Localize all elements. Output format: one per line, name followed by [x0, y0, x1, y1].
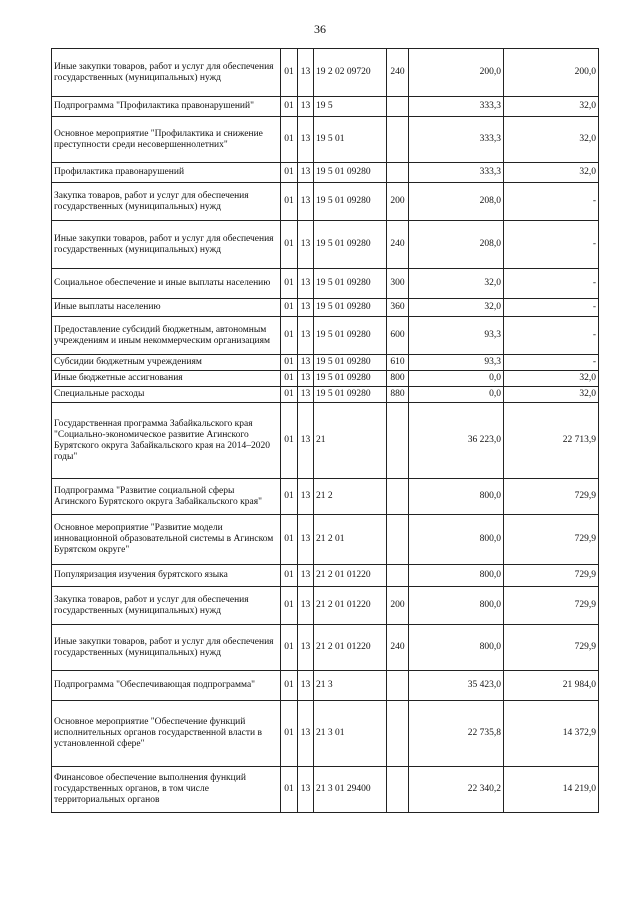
- row-pr: 13: [298, 49, 314, 97]
- row-vr: 240: [387, 625, 409, 671]
- row-vr: 800: [387, 371, 409, 387]
- row-rz: 01: [281, 625, 298, 671]
- row-sum-2: -: [504, 355, 599, 371]
- row-name: Закупка товаров, работ и услуг для обеспечения государственных (муниципальных) нужд: [52, 587, 281, 625]
- row-sum-2: 729,9: [504, 587, 599, 625]
- row-pr: 13: [298, 97, 314, 117]
- row-pr: 13: [298, 767, 314, 813]
- table-row: [52, 221, 599, 269]
- row-csr: 19 5 01 09280: [314, 355, 387, 371]
- row-sum-1: 93,3: [409, 317, 504, 355]
- row-rz: 01: [281, 403, 298, 479]
- row-sum-1: 200,0: [409, 49, 504, 97]
- row-csr: 19 5 01 09280: [314, 371, 387, 387]
- row-csr: 19 5 01 09280: [314, 387, 387, 403]
- row-sum-1: 22 735,8: [409, 701, 504, 767]
- row-csr: 19 5 01 09280: [314, 269, 387, 299]
- row-vr: [387, 97, 409, 117]
- row-sum-2: 32,0: [504, 163, 599, 183]
- row-vr: [387, 701, 409, 767]
- table-row: [52, 403, 599, 479]
- row-name: Иные закупки товаров, работ и услуг для обеспечения государственных (муниципальных) нужд: [52, 49, 281, 97]
- budget-table: [51, 48, 599, 813]
- row-sum-1: 800,0: [409, 515, 504, 565]
- table-row: [52, 183, 599, 221]
- row-csr: 21 2 01 01220: [314, 587, 387, 625]
- row-sum-2: 32,0: [504, 387, 599, 403]
- row-name: Предоставление субсидий бюджетным, автономным учреждениям и иным некоммерческим организациям: [52, 317, 281, 355]
- budget-table-body: [52, 49, 599, 813]
- row-vr: 240: [387, 49, 409, 97]
- row-name: Закупка товаров, работ и услуг для обеспечения государственных (муниципальных) нужд: [52, 183, 281, 221]
- row-sum-2: -: [504, 183, 599, 221]
- row-vr: 600: [387, 317, 409, 355]
- row-pr: 13: [298, 317, 314, 355]
- row-vr: [387, 515, 409, 565]
- row-vr: [387, 117, 409, 163]
- table-row: [52, 565, 599, 587]
- row-name: Иные выплаты населению: [52, 299, 281, 317]
- table-row: [52, 671, 599, 701]
- row-vr: 200: [387, 587, 409, 625]
- row-csr: 19 5 01 09280: [314, 221, 387, 269]
- row-sum-1: 333,3: [409, 117, 504, 163]
- row-rz: 01: [281, 317, 298, 355]
- row-sum-1: 208,0: [409, 183, 504, 221]
- row-sum-2: -: [504, 221, 599, 269]
- row-rz: 01: [281, 565, 298, 587]
- row-name: Государственная программа Забайкальского края "Социально-экономическое развитие Агинского Бурятского округа Забайкальского края на 2014–2020 годы": [52, 403, 281, 479]
- row-sum-2: -: [504, 317, 599, 355]
- row-csr: 19 5 01: [314, 117, 387, 163]
- row-pr: 13: [298, 371, 314, 387]
- row-pr: 13: [298, 625, 314, 671]
- row-sum-2: 729,9: [504, 565, 599, 587]
- row-rz: 01: [281, 767, 298, 813]
- row-sum-2: -: [504, 269, 599, 299]
- row-vr: 300: [387, 269, 409, 299]
- row-name: Иные закупки товаров, работ и услуг для обеспечения государственных (муниципальных) нужд: [52, 221, 281, 269]
- row-rz: 01: [281, 387, 298, 403]
- row-rz: 01: [281, 49, 298, 97]
- row-vr: 360: [387, 299, 409, 317]
- row-name: Основное мероприятие "Развитие модели инновационной образовательной системы в Агинском Бурятском округе": [52, 515, 281, 565]
- row-sum-2: 32,0: [504, 117, 599, 163]
- page-number: 36: [314, 22, 326, 36]
- table-row: [52, 269, 599, 299]
- row-pr: 13: [298, 355, 314, 371]
- row-vr: 880: [387, 387, 409, 403]
- row-sum-1: 36 223,0: [409, 403, 504, 479]
- table-row: [52, 317, 599, 355]
- row-vr: [387, 565, 409, 587]
- row-sum-2: 22 713,9: [504, 403, 599, 479]
- row-pr: 13: [298, 403, 314, 479]
- table-row: [52, 355, 599, 371]
- row-rz: 01: [281, 117, 298, 163]
- row-sum-2: 200,0: [504, 49, 599, 97]
- row-sum-1: 0,0: [409, 371, 504, 387]
- row-sum-1: 800,0: [409, 587, 504, 625]
- row-rz: 01: [281, 515, 298, 565]
- table-row: [52, 97, 599, 117]
- row-csr: 21 2 01: [314, 515, 387, 565]
- table-row: [52, 701, 599, 767]
- row-pr: 13: [298, 515, 314, 565]
- row-pr: 13: [298, 299, 314, 317]
- row-csr: 19 5 01 09280: [314, 299, 387, 317]
- row-name: Финансовое обеспечение выполнения функций государственных органов, в том числе территориальных органов: [52, 767, 281, 813]
- row-csr: 19 5: [314, 97, 387, 117]
- row-pr: 13: [298, 221, 314, 269]
- row-pr: 13: [298, 117, 314, 163]
- row-sum-1: 32,0: [409, 269, 504, 299]
- row-sum-1: 32,0: [409, 299, 504, 317]
- row-sum-2: 14 219,0: [504, 767, 599, 813]
- row-vr: 610: [387, 355, 409, 371]
- row-pr: 13: [298, 671, 314, 701]
- table-row: [52, 371, 599, 387]
- row-csr: 21 2 01 01220: [314, 565, 387, 587]
- row-name: Субсидии бюджетным учреждениям: [52, 355, 281, 371]
- row-sum-1: 333,3: [409, 97, 504, 117]
- row-csr: 19 2 02 09720: [314, 49, 387, 97]
- row-sum-1: 208,0: [409, 221, 504, 269]
- table-row: [52, 479, 599, 515]
- row-vr: [387, 403, 409, 479]
- row-name: Иные бюджетные ассигнования: [52, 371, 281, 387]
- row-csr: 21 2 01 01220: [314, 625, 387, 671]
- row-sum-1: 0,0: [409, 387, 504, 403]
- row-name: Популяризация изучения бурятского языка: [52, 565, 281, 587]
- row-name: Подпрограмма "Обеспечивающая подпрограмма": [52, 671, 281, 701]
- row-sum-2: 729,9: [504, 625, 599, 671]
- row-name: Подпрограмма "Профилактика правонарушений": [52, 97, 281, 117]
- row-rz: 01: [281, 479, 298, 515]
- row-rz: 01: [281, 183, 298, 221]
- table-row: [52, 49, 599, 97]
- row-sum-1: 333,3: [409, 163, 504, 183]
- table-row: [52, 387, 599, 403]
- row-pr: 13: [298, 479, 314, 515]
- row-sum-2: 729,9: [504, 479, 599, 515]
- row-sum-1: 800,0: [409, 479, 504, 515]
- row-vr: 200: [387, 183, 409, 221]
- row-pr: 13: [298, 269, 314, 299]
- row-sum-2: 32,0: [504, 97, 599, 117]
- row-csr: 19 5 01 09280: [314, 163, 387, 183]
- row-csr: 21 3 01: [314, 701, 387, 767]
- row-vr: 240: [387, 221, 409, 269]
- row-sum-1: 35 423,0: [409, 671, 504, 701]
- row-sum-1: 22 340,2: [409, 767, 504, 813]
- row-rz: 01: [281, 371, 298, 387]
- row-csr: 19 5 01 09280: [314, 317, 387, 355]
- row-name: Специальные расходы: [52, 387, 281, 403]
- row-pr: 13: [298, 183, 314, 221]
- row-rz: 01: [281, 587, 298, 625]
- row-sum-2: 32,0: [504, 371, 599, 387]
- row-name: Основное мероприятие "Обеспечение функций исполнительных органов государственной власти в установленной сфере": [52, 701, 281, 767]
- row-vr: [387, 479, 409, 515]
- row-rz: 01: [281, 97, 298, 117]
- row-csr: 21 3: [314, 671, 387, 701]
- row-pr: 13: [298, 587, 314, 625]
- row-name: Иные закупки товаров, работ и услуг для обеспечения государственных (муниципальных) нужд: [52, 625, 281, 671]
- row-rz: 01: [281, 671, 298, 701]
- row-name: Подпрограмма "Развитие социальной сферы Агинского Бурятского округа Забайкальского края": [52, 479, 281, 515]
- row-sum-2: 729,9: [504, 515, 599, 565]
- row-csr: 21 2: [314, 479, 387, 515]
- row-sum-2: -: [504, 299, 599, 317]
- table-row: [52, 587, 599, 625]
- row-rz: 01: [281, 221, 298, 269]
- table-row: [52, 767, 599, 813]
- row-csr: 21: [314, 403, 387, 479]
- row-sum-1: 93,3: [409, 355, 504, 371]
- row-rz: 01: [281, 269, 298, 299]
- row-pr: 13: [298, 701, 314, 767]
- table-row: [52, 117, 599, 163]
- row-sum-1: 800,0: [409, 625, 504, 671]
- row-name: Основное мероприятие "Профилактика и снижение преступности среди несовершеннолетних": [52, 117, 281, 163]
- row-rz: 01: [281, 163, 298, 183]
- row-name: Профилактика правонарушений: [52, 163, 281, 183]
- row-vr: [387, 163, 409, 183]
- table-row: [52, 299, 599, 317]
- table-row: [52, 163, 599, 183]
- row-name: Социальное обеспечение и иные выплаты населению: [52, 269, 281, 299]
- row-rz: 01: [281, 701, 298, 767]
- row-rz: 01: [281, 299, 298, 317]
- row-vr: [387, 671, 409, 701]
- row-csr: 21 3 01 29400: [314, 767, 387, 813]
- row-sum-1: 800,0: [409, 565, 504, 587]
- row-pr: 13: [298, 163, 314, 183]
- row-pr: 13: [298, 387, 314, 403]
- row-sum-2: 14 372,9: [504, 701, 599, 767]
- row-sum-2: 21 984,0: [504, 671, 599, 701]
- row-rz: 01: [281, 355, 298, 371]
- row-csr: 19 5 01 09280: [314, 183, 387, 221]
- row-pr: 13: [298, 565, 314, 587]
- table-row: [52, 625, 599, 671]
- row-vr: [387, 767, 409, 813]
- table-row: [52, 515, 599, 565]
